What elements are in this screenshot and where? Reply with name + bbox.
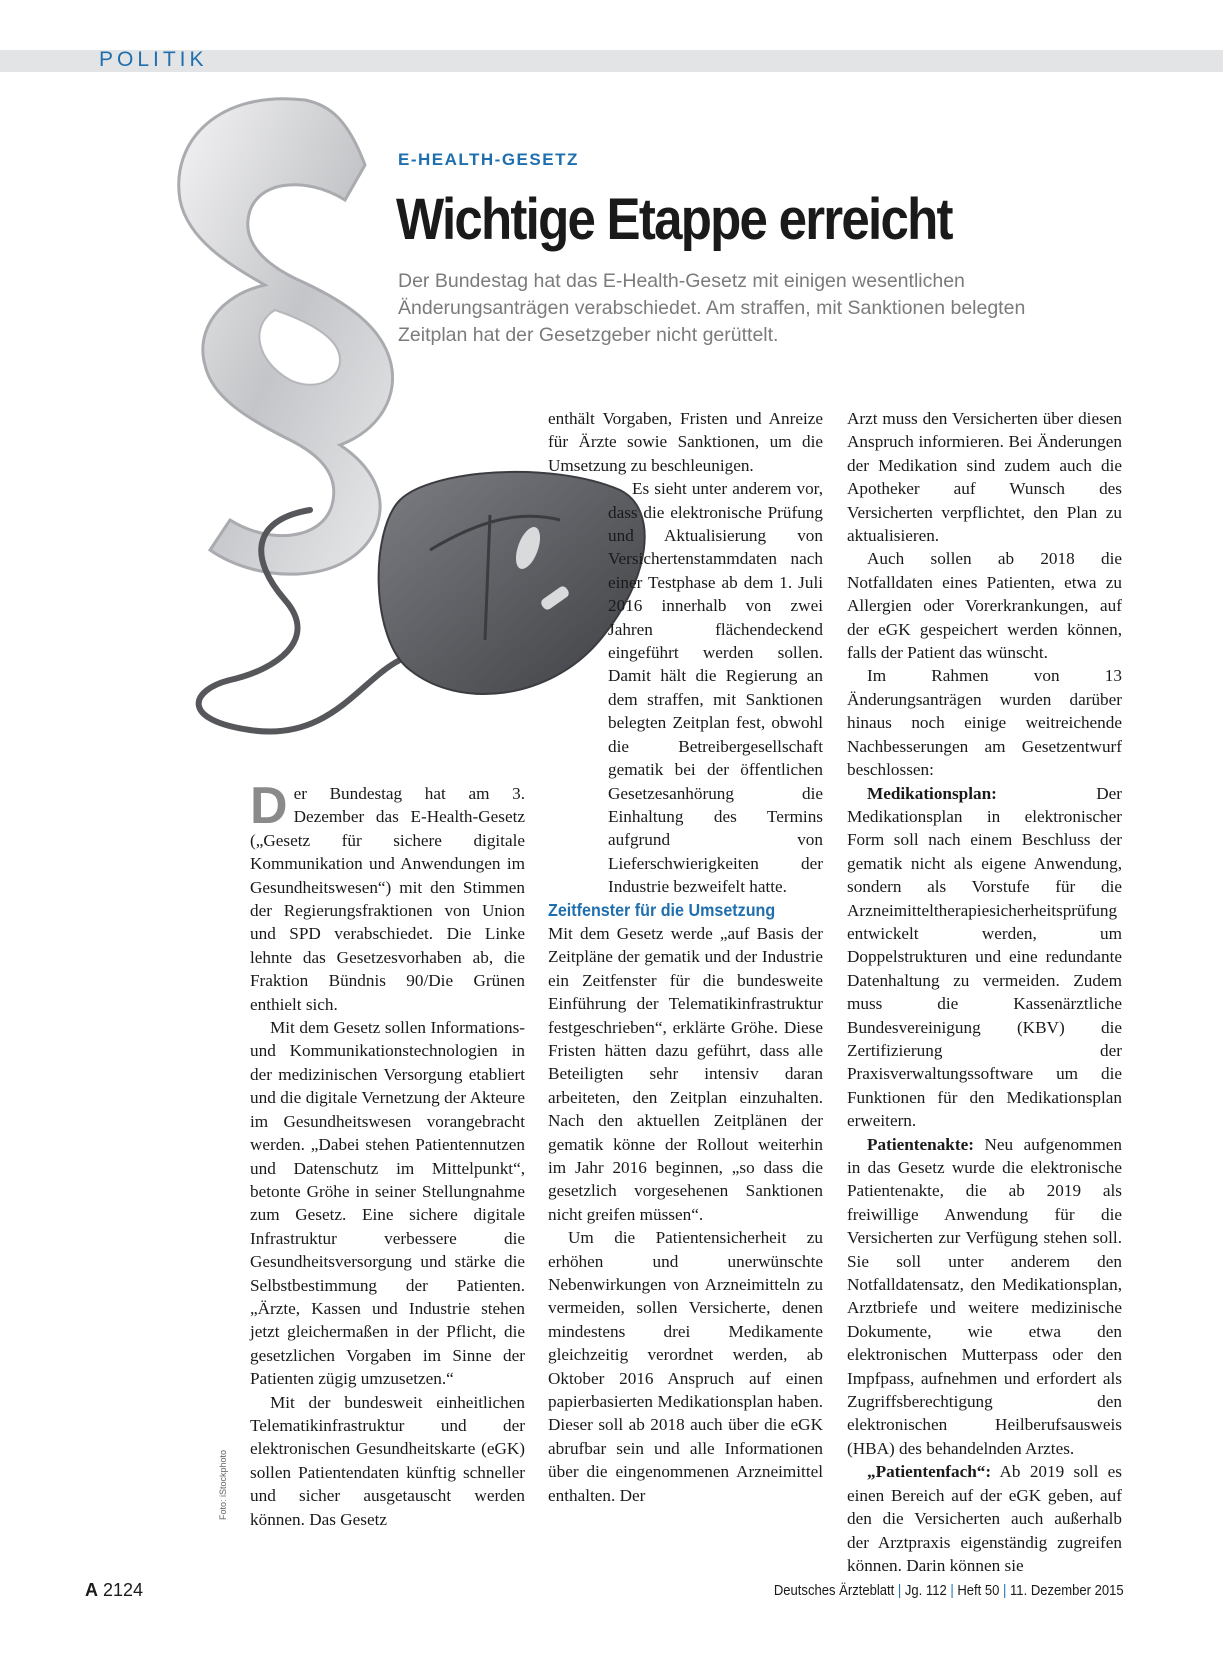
paragraph: Im Rahmen von 13 Änderungsanträgen wurden darüber hinaus noch einige weitreichende Nachbesserungen am Gesetzentwurf beschlossen:: [847, 666, 1122, 780]
article-column-2: [548, 407, 823, 1507]
volume: Jg. 112: [905, 1583, 948, 1599]
paragraph-text: Der Medikationsplan in elektronischer Form soll nach einem Beschluss der gematik nicht als eigene Anwendung, sondern als Vorstufe für die Arzneimitteltherapiesicherheitsprüfung entwickelt werden, um Doppelstrukturen und eine redundante Datenhaltung zu vermeiden. Zudem muss die Kassenärztliche Bundesvereinigung (KBV) die Zertifizierung der Praxisverwaltungssoftware um die Funktionen für den Medikationsplan erweitern.: [847, 783, 1122, 1131]
inline-label: Medikationsplan:: [867, 783, 997, 803]
section-label: POLITIK: [99, 48, 208, 71]
article-kicker: E-HEALTH-GESETZ: [398, 150, 579, 169]
paragraph: Mit der bundesweit einheitlichen Telematikinfrastruktur und der elektronischen Gesundheitskarte (eGK) sollen Patientendaten künftig schneller und sicher ausgetauscht werden können. Das Gesetz: [250, 1392, 525, 1529]
footer-separator: |: [950, 1583, 955, 1599]
article-column-3: [847, 407, 1122, 1577]
paragraph-text: Ab 2019 soll es einen Bereich auf der eGK geben, auf den die Versicherten auch außerhalb der Arztpraxis eigenständig zugreifen können. Darin können sie: [847, 1462, 1122, 1575]
paragraph: Es sieht unter anderem vor, dass die elektronische Prüfung und Aktualisierung von Versichertenstammdaten nach einer Testphase ab dem 1. Juli 2016 innerhalb von zwei Jahren flächendeckend eingeführt werden sollen. Damit hält die Regierung an dem straffen, mit Sanktionen belegten Zeitplan fest, obwohl die Betreibergesellschaft gematik bei der öffentlichen Gesetzesanhörung die Einhaltung des Termins aufgrund von Lieferschwierigkeiten der Industrie bezweifelt hatte.: [608, 479, 823, 897]
inline-label: Patientenakte:: [867, 1134, 974, 1154]
paragraph-text: Neu aufgenommen in das Gesetz wurde die elektronische Patientenakte, die ab 2019 als freiwillige Anwendung für die Versicherten zur Verfügung stehen soll. Sie soll unter anderem den Notfalldatensatz, den Medikationsplan, Arztbriefe und weitere medizinische Dokumente, wie etwa den elektronischen Mutterpass oder den Impfpass, aufnehmen und erfordert als Zugriffsberechtigung den elektronischen Heilberufsausweis (HBA) des behandelnden Arztes.: [847, 1134, 1122, 1458]
paragraph-text: er Bundestag hat am 3. Dezember das E-Health-Gesetz („Gesetz für sichere digitale Kommunikation und Anwendungen im Gesundheitswesen“) mit den Stimmen der Regierungsfraktionen von Union und SPD verabschiedet. Die Linke lehnte das Gesetzesvorhaben ab, die Fraktion Bündnis 90/Die Grünen enthielt sich.: [250, 784, 525, 1014]
paragraph: Auch sollen ab 2018 die Notfalldaten eines Patienten, etwa zu Allergien oder Vorerkrankungen, auf der eGK gespeichert werden können, falls der Patient das wünscht.: [847, 549, 1122, 663]
publication-name: Deutsches Ärzteblatt: [774, 1583, 895, 1599]
paragraph: [847, 1133, 1122, 1461]
inline-label: „Patientenfach“:: [867, 1462, 992, 1482]
paragraph: [250, 777, 525, 1016]
page-prefix: A: [85, 1580, 98, 1600]
article-column-1: [250, 777, 525, 1531]
article-lead: Der Bundestag hat das E-Health-Gesetz mit einigen wesentlichen Änderungsanträgen verabschiedet. Am straffen, mit Sanktionen belegten Zeitplan hat der Gesetzgeber nicht gerüttelt.: [398, 270, 1026, 346]
paragraph: enthält Vorgaben, Fristen und Anreize für Ärzte sowie Sanktionen, um die Umsetzung zu beschleunigen.: [548, 409, 823, 475]
issue-date: 11. Dezember 2015: [1010, 1583, 1124, 1599]
footer-separator: |: [898, 1583, 902, 1599]
issue: Heft 50: [957, 1583, 1000, 1599]
paragraph: Um die Patientensicherheit zu erhöhen und unerwünschte Nebenwirkungen von Arzneimitteln zu vermeiden, sollen Versicherte, denen mindestens drei Medikamente gleichzeitig verordnet werden, ab Oktober 2016 Anspruch auf einen papierbasierten Medikationsplan haben. Dieser soll ab 2018 auch über die eGK abrufbar sein und alle Informationen über die eingenommenen Arzneimittel enthalten. Der: [548, 1228, 823, 1505]
footer-publication-line: [774, 1583, 1124, 1599]
page-number-value: 2124: [103, 1580, 144, 1600]
paragraph: Arzt muss den Versicherten über diesen Anspruch informieren. Bei Änderungen der Medikation sind zudem auch die Apotheker auf Wunsch des Versicherten verpflichtet, den Plan zu aktualisieren.: [847, 409, 1122, 546]
drop-cap: D: [250, 777, 288, 835]
subheading: Zeitfenster für die Umsetzung: [548, 899, 776, 920]
photo-credit: Foto: iStockphoto: [218, 1449, 228, 1520]
footer-separator: |: [1003, 1583, 1007, 1599]
article-headline: Wichtige Etappe erreicht: [396, 187, 952, 252]
paragraph: Mit dem Gesetz werde „auf Basis der Zeitpläne der gematik und der Industrie ein Zeitfenster für die bundesweite Einführung der Telematikinfrastruktur festgeschrieben“, erklärte Gröhe. Diese Fristen hätten dazu geführt, dass alle Beteiligten sehr intensiv daran arbeiteten, den Zeitplan einzuhalten. Nach den aktuellen Zeitplänen der gematik könne der Rollout weiterhin im Jahr 2016 beginnen, „so dass die gesetzlich vorgesehenen Sanktionen nicht greifen müssen“.: [548, 923, 823, 1224]
page-number: [85, 1580, 143, 1601]
paragraph: Mit dem Gesetz sollen Informations- und Kommunikationstechnologien in der medizinischen Versorgung etabliert und die digitale Vernetzung der Akteure im Gesundheitswesen vorangebracht werden. „Dabei stehen Patientennutzen und Datenschutz im Mittelpunkt“, betonte Gröhe in seiner Stellungnahme zum Gesetz. Eine sichere digitale Infrastruktur verbessere die Gesundheitsversorgung und stärke die Selbstbestimmung der Patienten. „Ärzte, Kassen und Industrie stehen jetzt gleichermaßen in der Pflicht, die gesetzlichen Vorgaben im Sinne der Patienten zügig umzusetzen.“: [250, 1018, 525, 1389]
paragraph: [847, 1460, 1122, 1577]
paragraph: [847, 782, 1122, 1133]
